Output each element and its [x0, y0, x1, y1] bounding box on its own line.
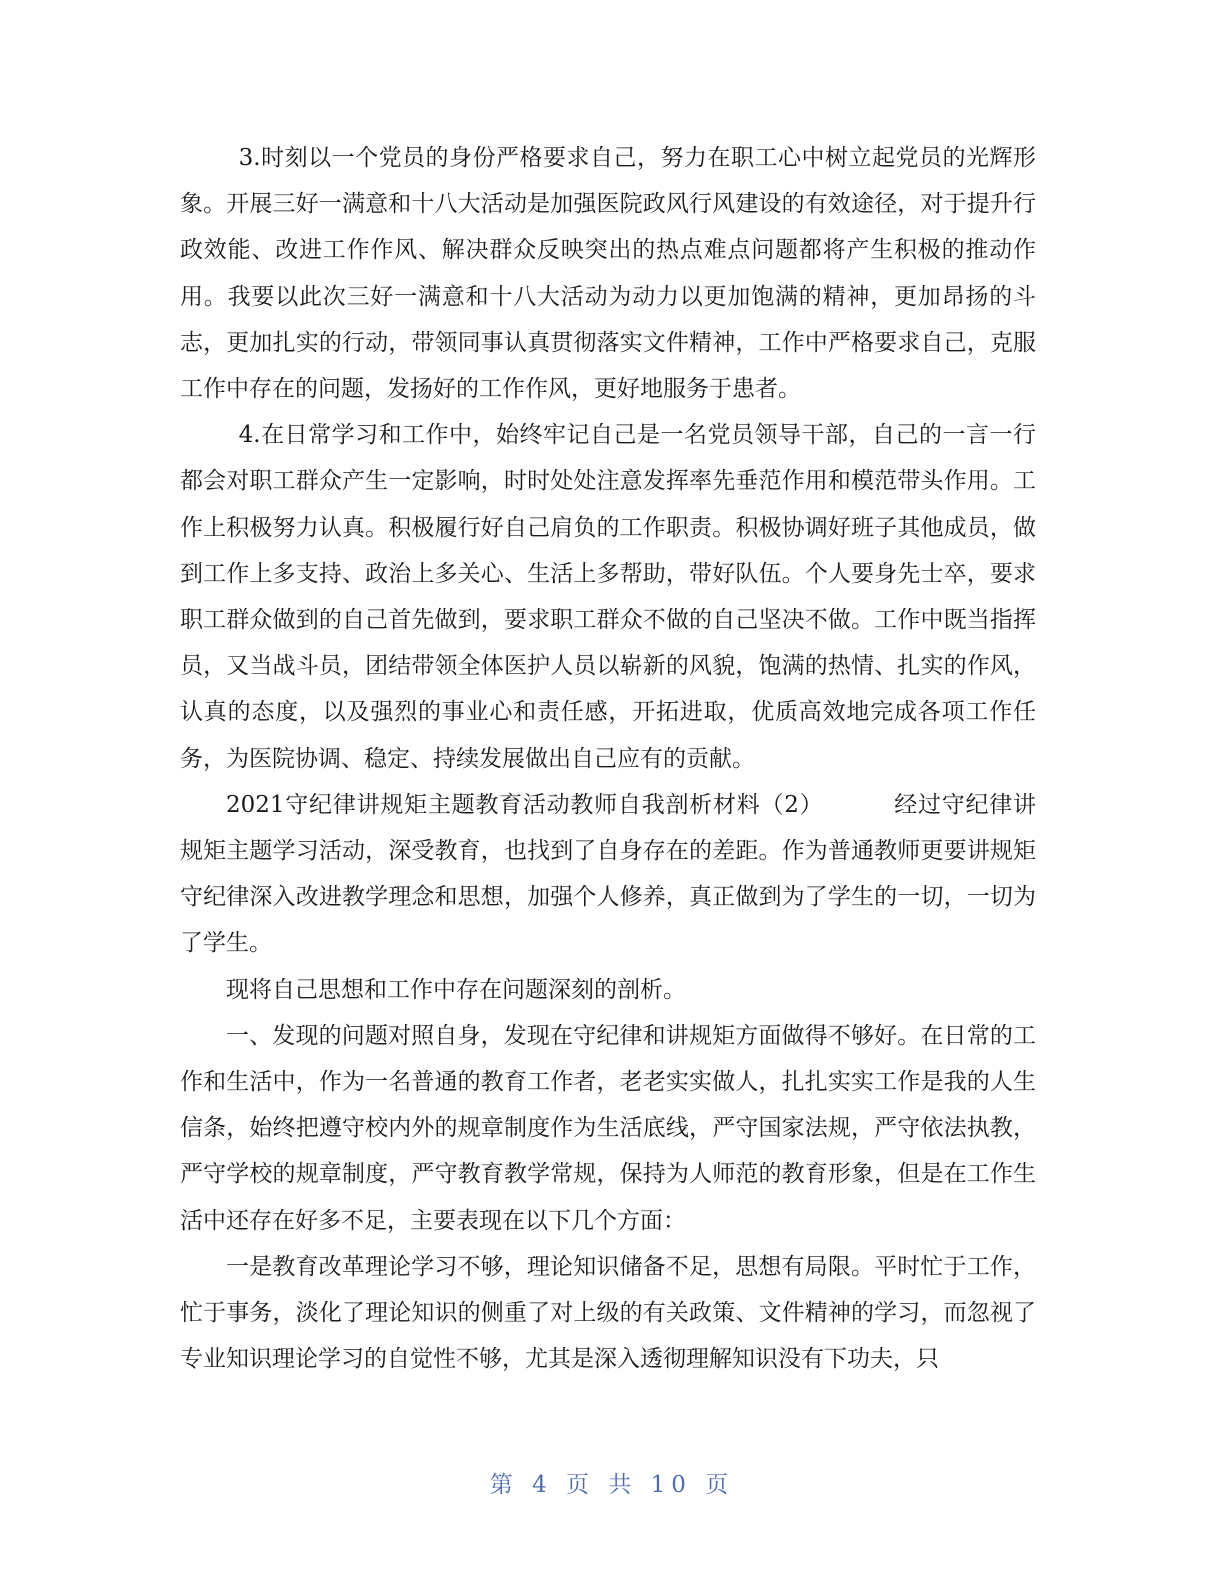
- document-body: [180, 135, 1036, 1382]
- paragraph-item-3: 3.时刻以一个党员的身份严格要求自己，努力在职工心中树立起党员的光辉形象。开展三好一满意和十八大活动是加强医院政风行风建设的有效途径，对于提升行政效能、改进工作作风、解决群众反映突出的热点难点问题都将产生积极的推动作用。我要以此次三好一满意和十八大活动为动力以更加饱满的精神，更加昂扬的斗志，更加扎实的行动，带领同事认真贯彻落实文件精神，工作中严格要求自己，克服工作中存在的问题，发扬好的工作作风，更好地服务于患者。: [180, 145, 1036, 403]
- page-number-footer: 第 4 页 共 10 页: [489, 1472, 735, 1498]
- problem-section-paragraph: 一、发现的问题对照自身，发现在守纪律和讲规矩方面做得不够好。在日常的工作和生活中，作为一名普通的教育工作者，老老实实做人，扎扎实实工作是我的人生信条，始终把遵守校内外的规章制度作为生活底线，严守国家法规，严守依法执教，严守学校的规章制度，严守教育教学常规，保持为人师范的教育形象，但是在工作生活中还存在好多不足，主要表现在以下几个方面：: [180, 1022, 1036, 1234]
- section-heading: 2021守纪律讲规矩主题教育活动教师自我剖析材料（2）: [226, 791, 824, 818]
- paragraph-item-4: 4.在日常学习和工作中，始终牢记自己是一名党员领导干部，自己的一言一行都会对职工群众产生一定影响，时时处处注意发挥率先垂范作用和模范带头作用。工作上积极努力认真。积极履行好自己肩负的工作职责。积极协调好班子其他成员，做到工作上多支持、政治上多关心、生活上多帮助，带好队伍。个人要身先士卒，要求职工群众做到的自己首先做到，要求职工群众不做的自己坚决不做。工作中既当指挥员，又当战斗员，团结带领全体医护人员以崭新的风貌，饱满的热情、扎实的作风，认真的态度，以及强烈的事业心和责任感，开拓进取，优质高效地完成各项工作任务，为医院协调、稳定、持续发展做出自己应有的贡献。: [180, 422, 1036, 772]
- section-paragraph: [180, 782, 1036, 967]
- problem-one-paragraph: 一是教育改革理论学习不够，理论知识储备不足，思想有局限。平时忙于工作，忙于事务，淡化了理论知识的侧重了对上级的有关政策、文件精神的学习，而忽视了专业知识理论学习的自觉性不够，尤其是深入透彻理解知识没有下功夫，只: [180, 1253, 1036, 1373]
- section-intro: 经过守纪律讲规矩主题学习活动，深受教育，也找到了自身存在的差距。作为普通教师更要讲规矩守纪律深入改进教学理念和思想，加强个人修养，真正做到为了学生的一切，一切为了学生。: [180, 791, 1037, 957]
- analysis-intro-paragraph: 现将自己思想和工作中存在问题深刻的剖析。: [226, 976, 686, 1003]
